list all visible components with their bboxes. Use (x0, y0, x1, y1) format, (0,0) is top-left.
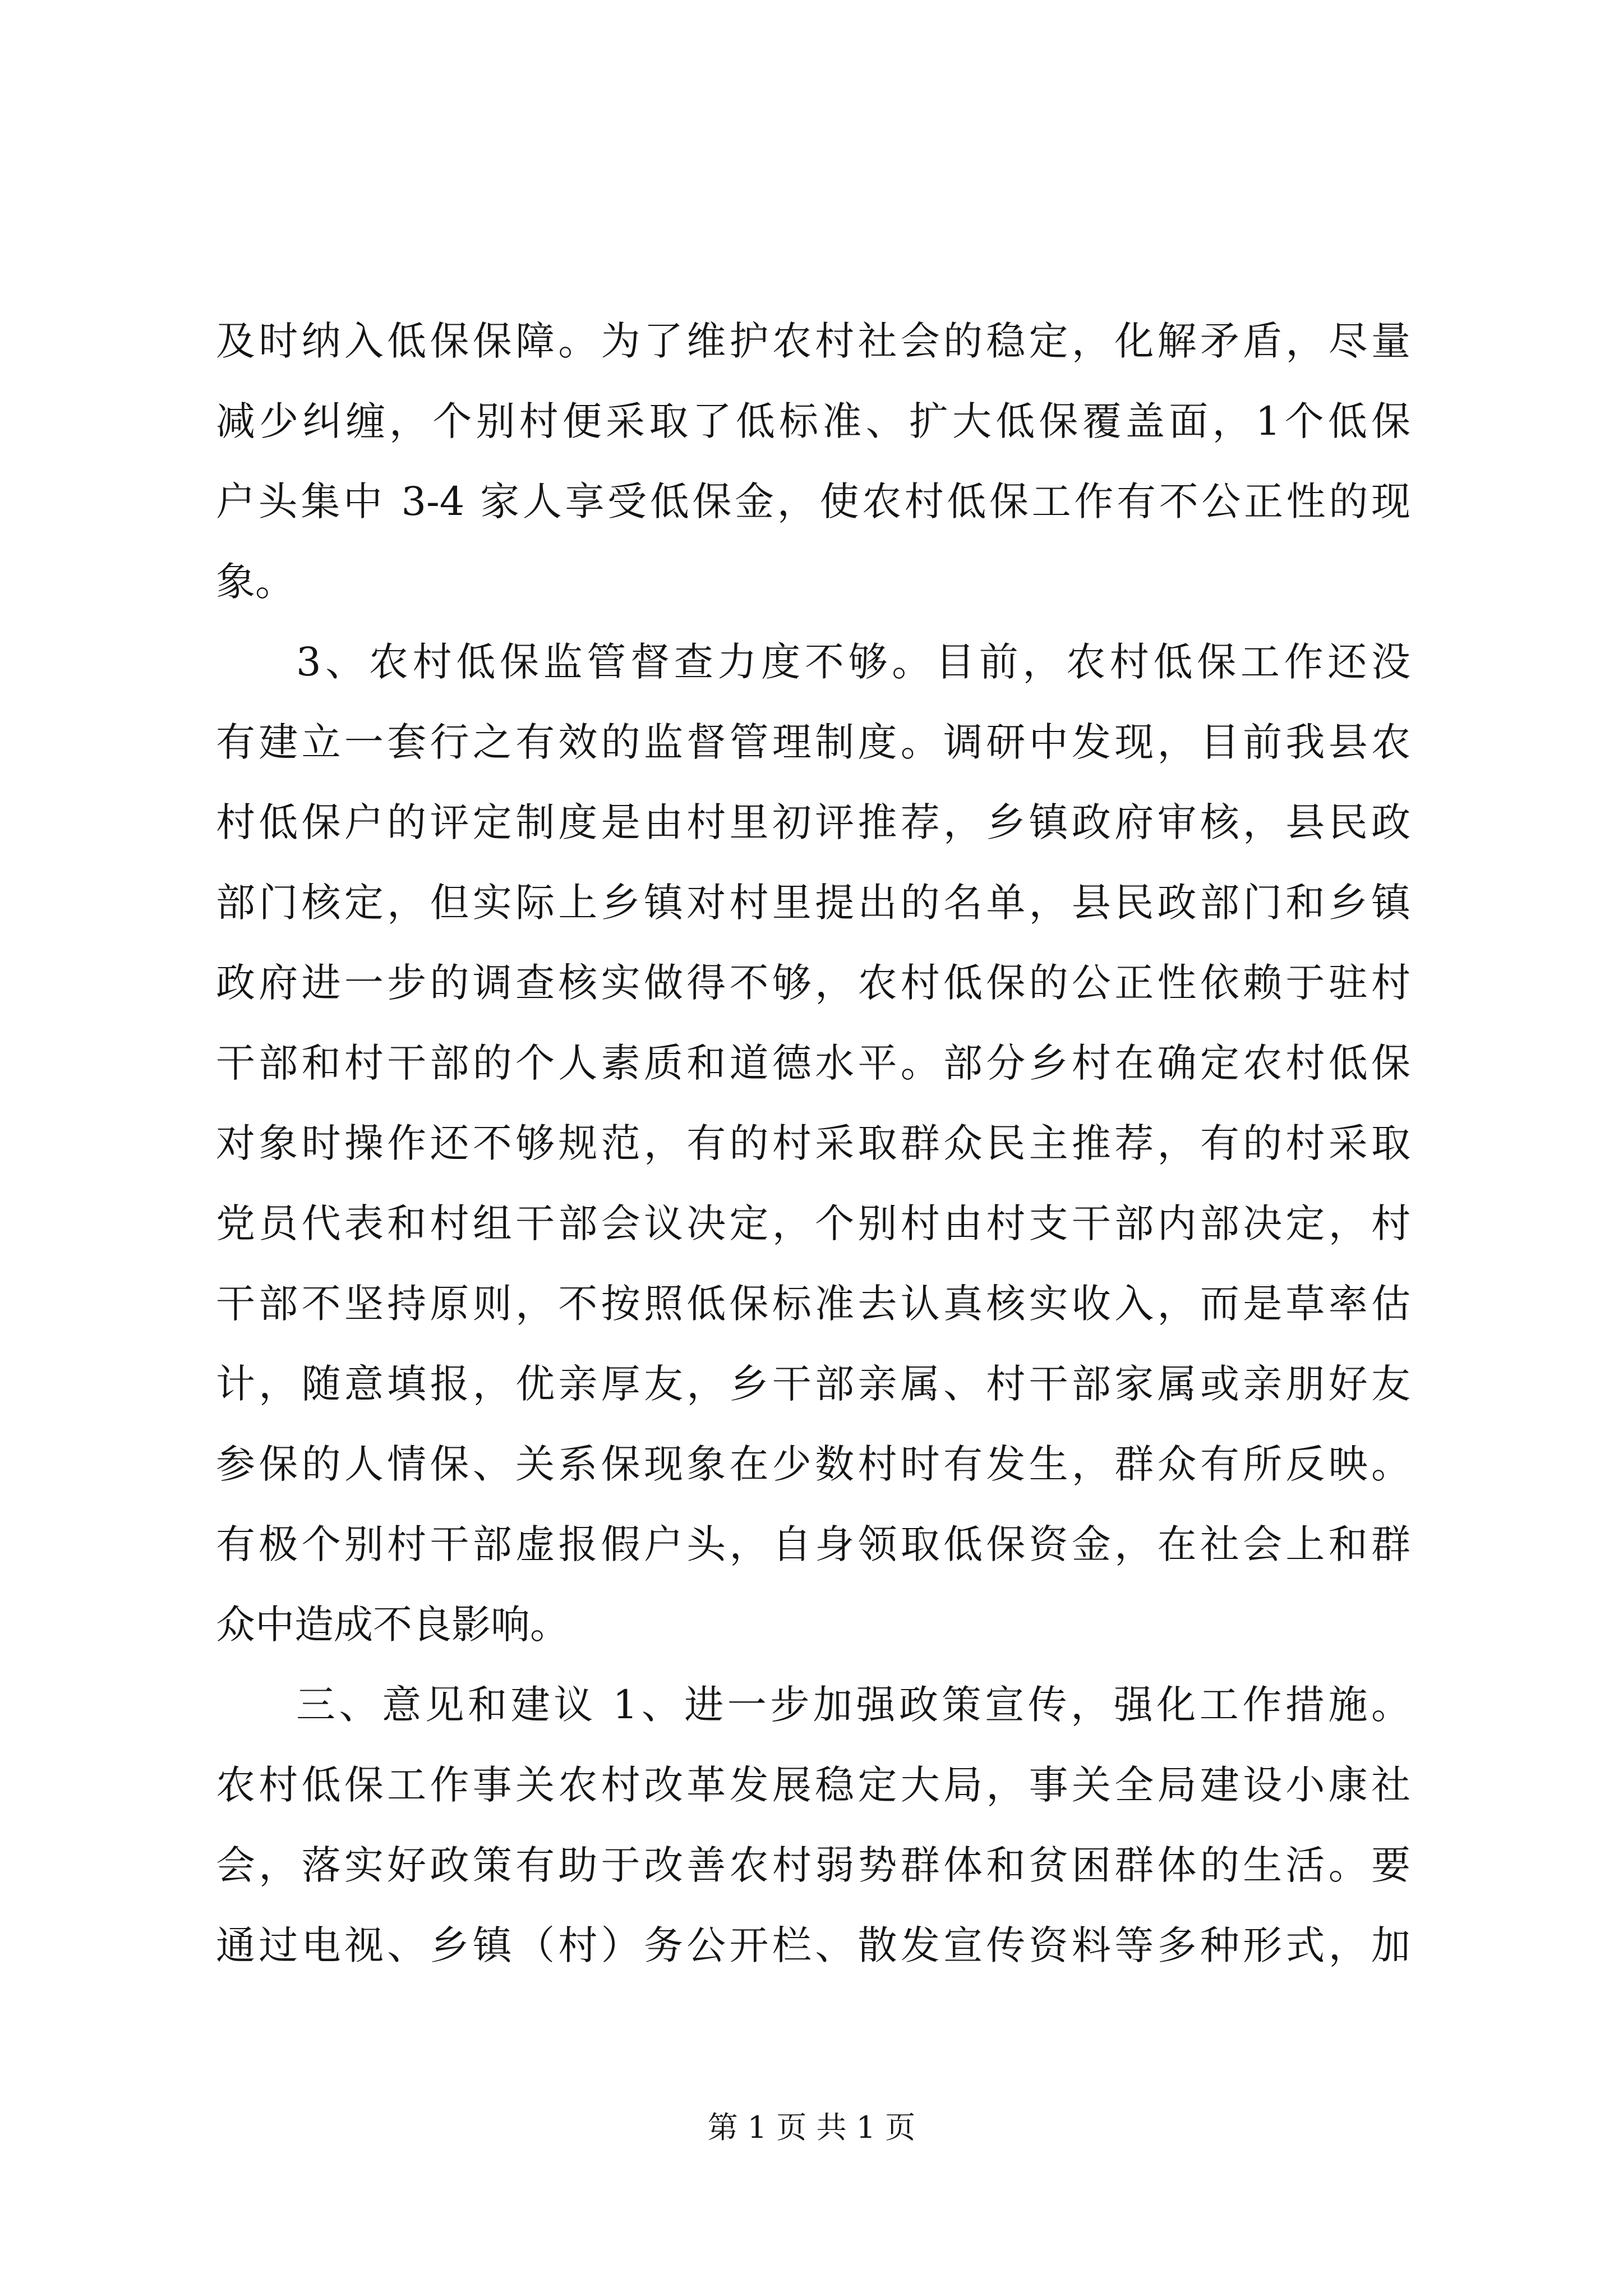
text-line: 通过电视、乡镇（村）务公开栏、散发宣传资料等多种形式，加 (216, 1922, 1410, 1968)
text-line: 户头集中 3-4 家人享受低保金，使农村低保工作有不公正性的现 (216, 478, 1410, 524)
text-line: 有建立一套行之有效的监督管理制度。调研中发现，目前我县农 (216, 719, 1410, 765)
text-line: 对象时操作还不够规范，有的村采取群众民主推荐，有的村采取 (216, 1120, 1410, 1166)
text-line: 3、农村低保监管督查力度不够。目前，农村低保工作还没 (296, 639, 1410, 685)
text-line: 党员代表和村组干部会议决定，个别村由村支干部内部决定，村 (216, 1200, 1410, 1246)
text-line: 计，随意填报，优亲厚友，乡干部亲属、村干部家属或亲朋好友 (216, 1361, 1410, 1407)
text-line: 农村低保工作事关农村改革发展稳定大局，事关全局建设小康社 (216, 1762, 1410, 1808)
page-footer: 第 1 页 共 1 页 (707, 2110, 916, 2145)
text-line: 减少纠缠，个别村便采取了低标准、扩大低保覆盖面，1个低保 (216, 398, 1410, 444)
text-line: 众中造成不良影响。 (216, 1602, 569, 1648)
text-line: 三、意见和建议 1、进一步加强政策宣传，强化工作措施。 (296, 1682, 1410, 1728)
text-line: 政府进一步的调查核实做得不够，农村低保的公正性依赖于驻村 (216, 960, 1410, 1006)
text-line: 村低保户的评定制度是由村里初评推荐，乡镇政府审核，县民政 (216, 799, 1410, 845)
text-line: 干部和村干部的个人素质和道德水平。部分乡村在确定农村低保 (216, 1040, 1410, 1086)
text-line: 象。 (216, 559, 294, 605)
text-line: 干部不坚持原则，不按照低保标准去认真核实收入，而是草率估 (216, 1281, 1410, 1327)
text-line: 部门核定，但实际上乡镇对村里提出的名单，县民政部门和乡镇 (216, 880, 1410, 926)
text-line: 及时纳入低保保障。为了维护农村社会的稳定，化解矛盾，尽量 (216, 318, 1410, 364)
text-line: 有极个别村干部虚报假户头，自身领取低保资金，在社会上和群 (216, 1521, 1410, 1567)
text-line: 会，落实好政策有助于改善农村弱势群体和贫困群体的生活。要 (216, 1842, 1410, 1888)
text-line: 参保的人情保、关系保现象在少数村时有发生，群众有所反映。 (216, 1441, 1410, 1487)
